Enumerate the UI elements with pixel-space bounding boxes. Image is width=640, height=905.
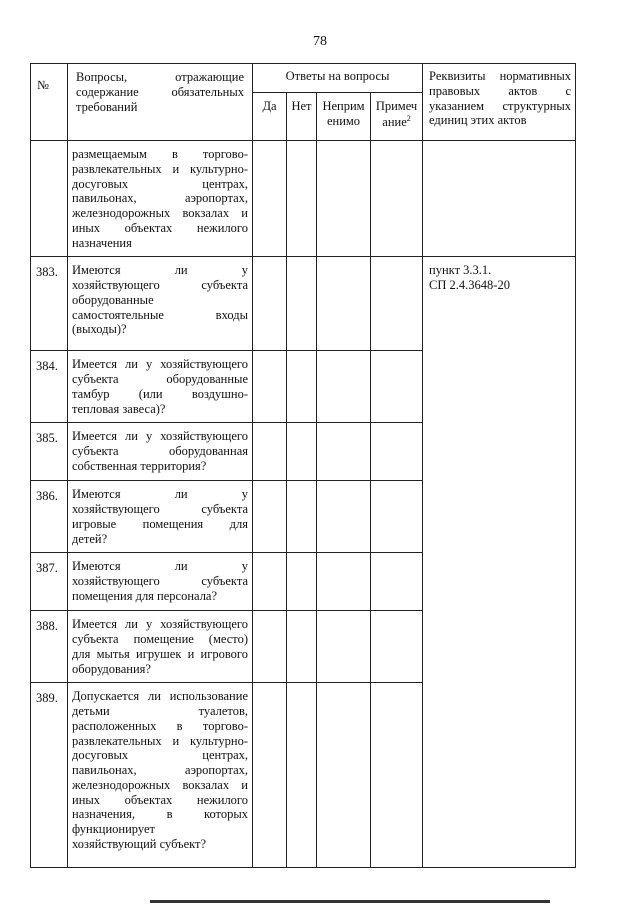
question-cell: Имеются ли у хозяйствующего субъекта оборудованные самостоятельные входы (выходы)? bbox=[68, 257, 253, 351]
answer-yes-cell[interactable] bbox=[253, 257, 287, 351]
answer-na-cell[interactable] bbox=[317, 553, 371, 611]
row-number: 385. bbox=[31, 423, 68, 481]
row-number: 386. bbox=[31, 481, 68, 553]
answer-note-cell[interactable] bbox=[371, 351, 423, 423]
question-cell: Имеются ли у хозяйствующего субъекта игровые помещения для детей? bbox=[68, 481, 253, 553]
question-cell: Имеется ли у хозяйствующего субъекта помещение (место) для мытья игрушек и игрового оборудования? bbox=[68, 611, 253, 683]
header-not-applicable: Неприм енимо bbox=[317, 93, 371, 141]
checklist-table bbox=[30, 63, 576, 868]
answer-na-cell[interactable] bbox=[317, 683, 371, 868]
answer-yes-cell[interactable] bbox=[253, 553, 287, 611]
header-note: Примеч ание$^2$ bbox=[371, 93, 423, 141]
answer-no-cell[interactable] bbox=[287, 423, 317, 481]
page-number: 78 bbox=[313, 34, 327, 49]
table-row bbox=[31, 141, 576, 257]
answer-yes-cell[interactable] bbox=[253, 481, 287, 553]
requisites-cell bbox=[423, 141, 576, 257]
answer-na-cell[interactable] bbox=[317, 481, 371, 553]
answer-na-cell[interactable] bbox=[317, 257, 371, 351]
answer-no-cell[interactable] bbox=[287, 553, 317, 611]
row-number: 383. bbox=[31, 257, 68, 351]
row-number: 387. bbox=[31, 553, 68, 611]
answer-note-cell[interactable] bbox=[371, 141, 423, 257]
question-cell: Допускается ли использование детьми туалетов, расположенных в торгово- развлекательных и культурно- досуговых центрах, павильонах, аэропортах, железнодорожных вокзалах и иных объектах нежилого назначения, в которых функционирует хозяйствующий субъект? bbox=[68, 683, 253, 868]
answer-na-cell[interactable] bbox=[317, 423, 371, 481]
answer-note-cell[interactable] bbox=[371, 423, 423, 481]
header-ref-line: указанием структурных bbox=[429, 98, 572, 113]
answer-note-cell[interactable] bbox=[371, 257, 423, 351]
answer-no-cell[interactable] bbox=[287, 481, 317, 553]
header-answers: Ответы на вопросы bbox=[253, 64, 423, 93]
header-number: № bbox=[31, 64, 68, 141]
answer-yes-cell[interactable] bbox=[253, 423, 287, 481]
header-ref-line: Реквизиты нормативных bbox=[429, 69, 572, 83]
question-cell: Имеется ли у хозяйствующего субъекта оборудованная собственная территория? bbox=[68, 423, 253, 481]
row-number bbox=[31, 141, 68, 257]
header-question-line: содержание обязательных bbox=[76, 84, 244, 99]
answer-yes-cell[interactable] bbox=[253, 351, 287, 423]
question-cell: Имеются ли у хозяйствующего субъекта помещения для персонала? bbox=[68, 553, 253, 611]
question-cell: Имеется ли у хозяйствующего субъекта оборудованные тамбур (или воздушно- тепловая завеса)? bbox=[68, 351, 253, 423]
answer-no-cell[interactable] bbox=[287, 141, 317, 257]
answer-note-cell[interactable] bbox=[371, 481, 423, 553]
row-number: 388. bbox=[31, 611, 68, 683]
header-ref-line: единиц этих актов bbox=[429, 113, 527, 128]
answer-no-cell[interactable] bbox=[287, 257, 317, 351]
header-ref-line: правовых актов с bbox=[429, 83, 572, 98]
page-bottom-edge bbox=[150, 900, 550, 903]
answer-na-cell[interactable] bbox=[317, 351, 371, 423]
table-row bbox=[31, 257, 576, 351]
answer-no-cell[interactable] bbox=[287, 611, 317, 683]
header-question-line: Вопросы, отражающие bbox=[76, 70, 244, 84]
header-questions bbox=[68, 64, 253, 141]
row-number: 384. bbox=[31, 351, 68, 423]
requisite-clause: пункт 3.3.1. bbox=[429, 263, 492, 278]
requisites-cell bbox=[423, 257, 576, 868]
header-row bbox=[31, 64, 576, 93]
header-no: Нет bbox=[287, 93, 317, 141]
header-question-line: требований bbox=[76, 99, 138, 114]
answer-na-cell[interactable] bbox=[317, 141, 371, 257]
answer-yes-cell[interactable] bbox=[253, 141, 287, 257]
answer-no-cell[interactable] bbox=[287, 351, 317, 423]
header-requisites bbox=[423, 64, 576, 141]
row-number: 389. bbox=[31, 683, 68, 868]
requisite-act: СП 2.4.3648-20 bbox=[429, 278, 510, 292]
answer-note-cell[interactable] bbox=[371, 683, 423, 868]
header-yes: Да bbox=[253, 93, 287, 141]
answer-yes-cell[interactable] bbox=[253, 683, 287, 868]
answer-note-cell[interactable] bbox=[371, 553, 423, 611]
answer-note-cell[interactable] bbox=[371, 611, 423, 683]
question-cell: размещаемым в торгово- развлекательных и культурно- досуговых центрах, павильонах, аэропортах, железнодорожных вокзалах и иных объектах нежилого назначения bbox=[68, 141, 253, 257]
answer-na-cell[interactable] bbox=[317, 611, 371, 683]
answer-yes-cell[interactable] bbox=[253, 611, 287, 683]
answer-no-cell[interactable] bbox=[287, 683, 317, 868]
